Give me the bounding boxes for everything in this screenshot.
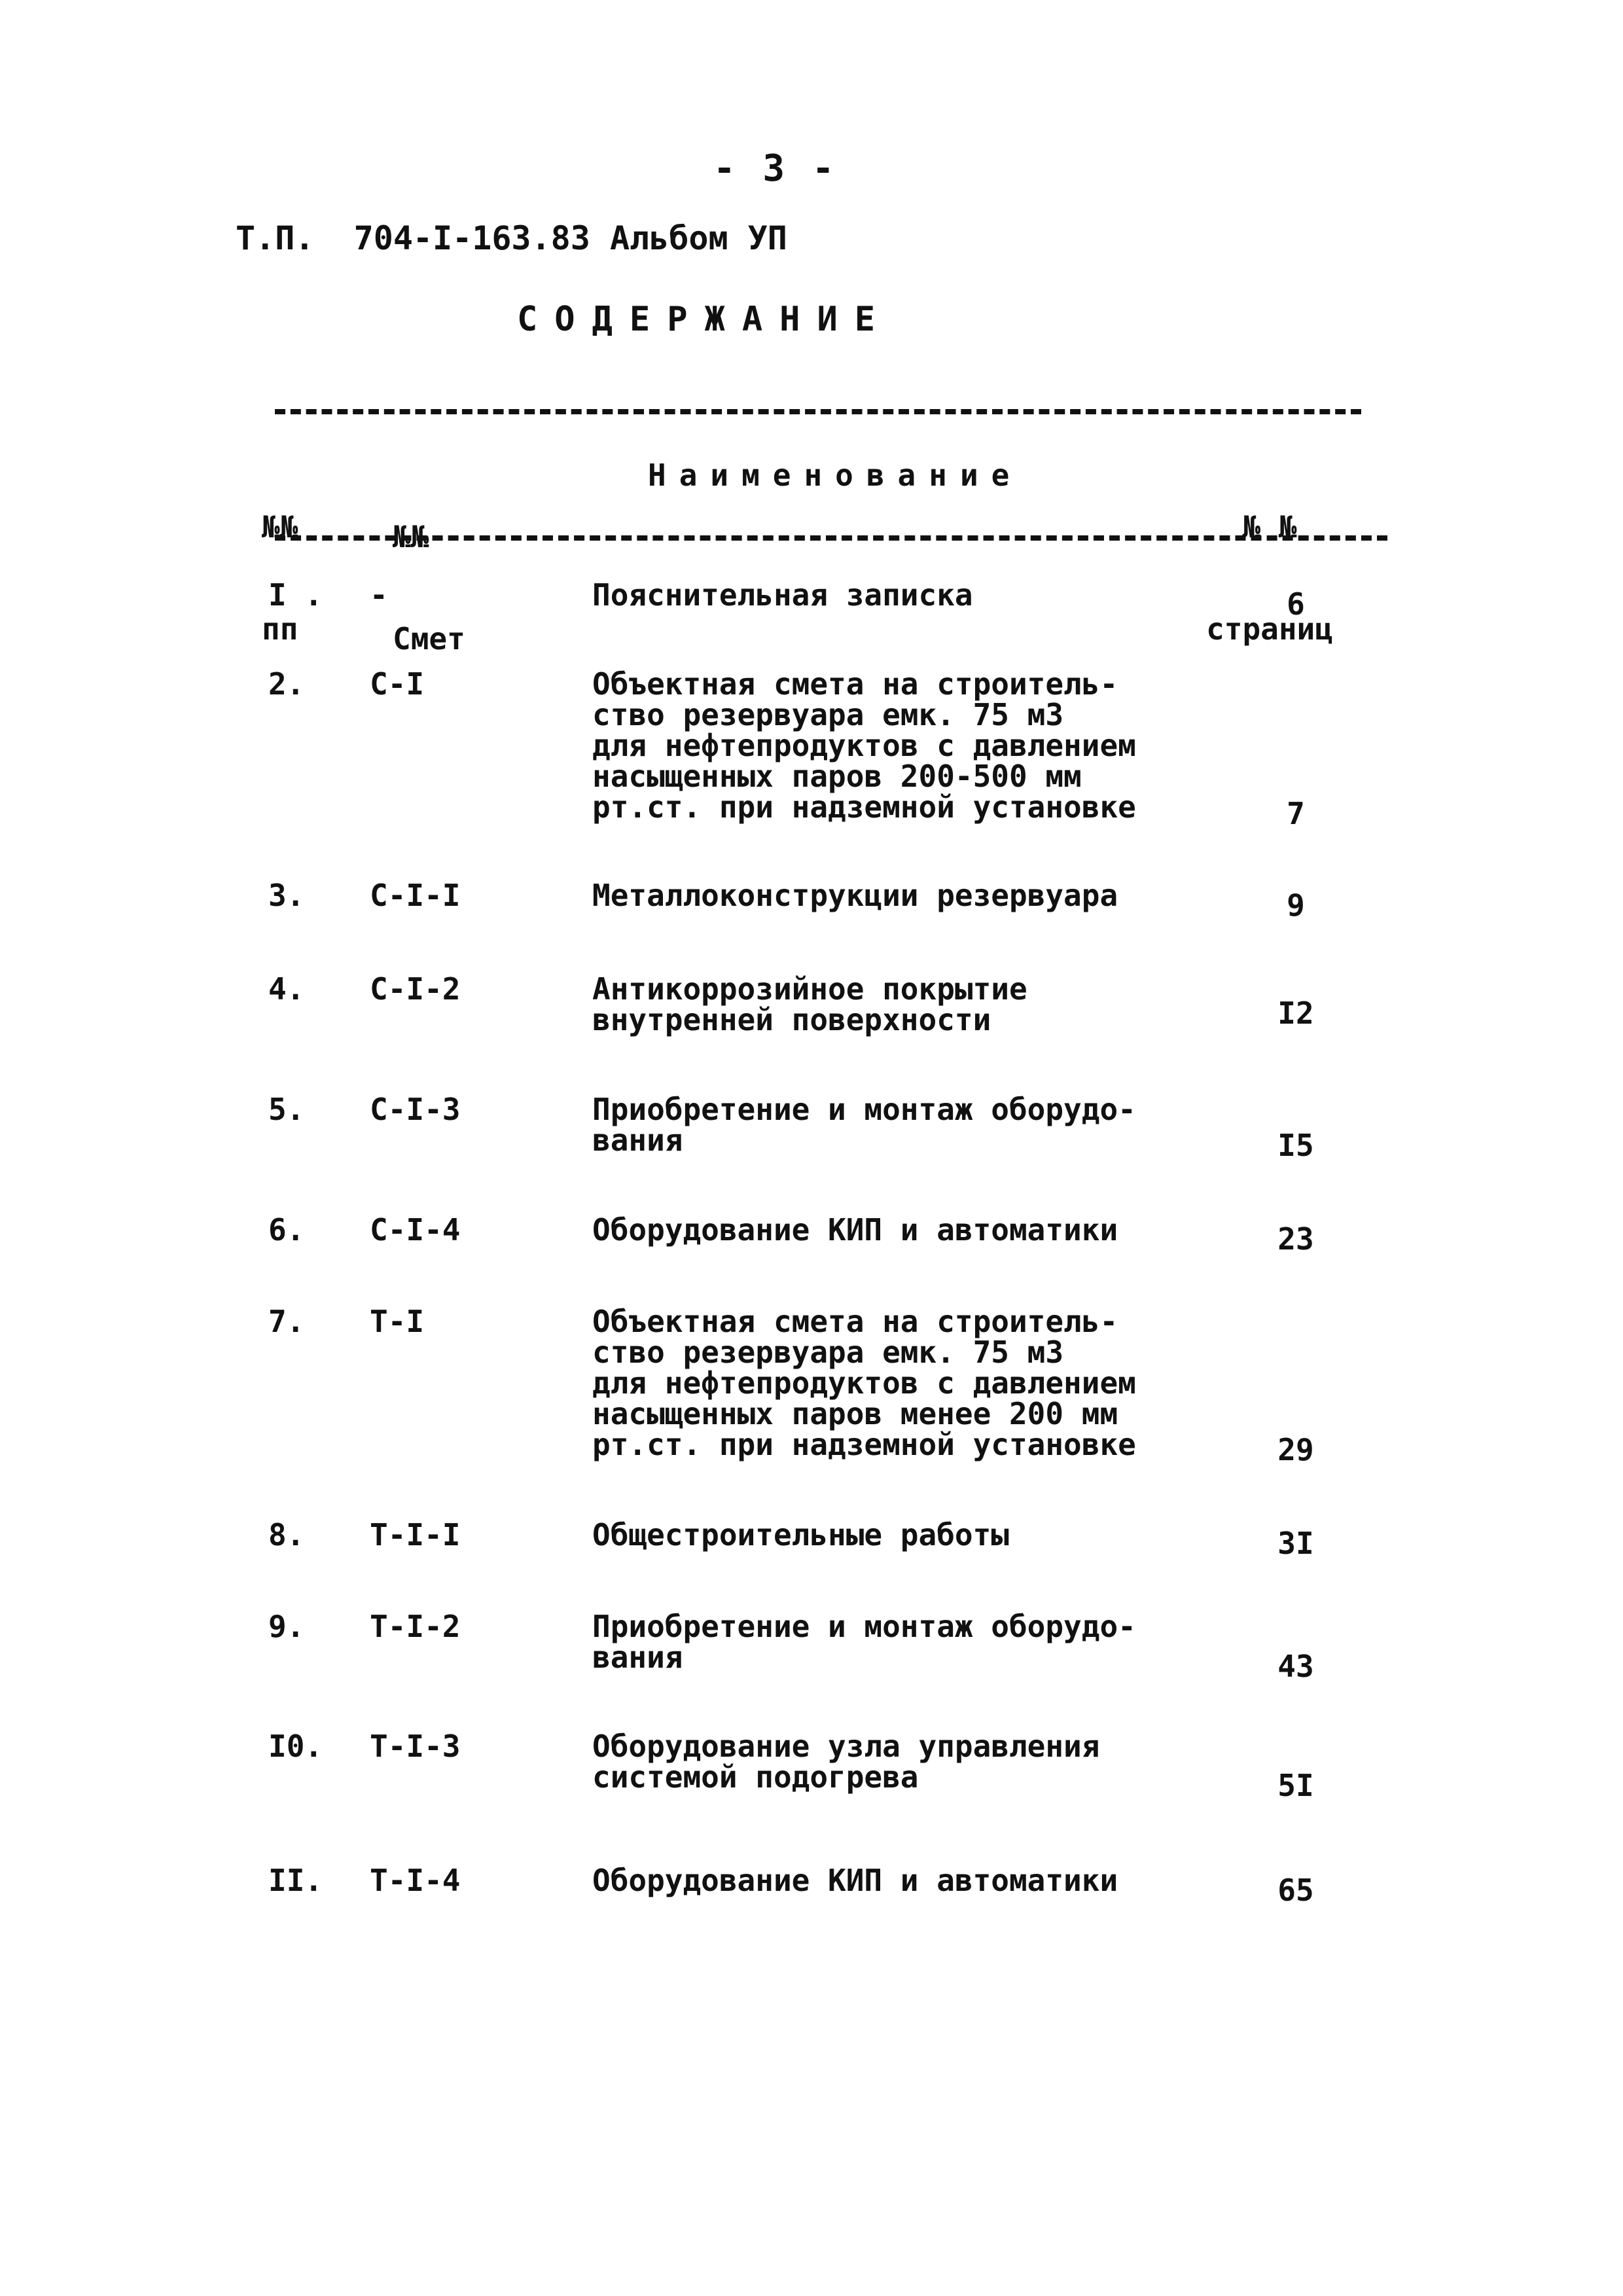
column-header-number-line2: пп <box>262 611 298 647</box>
row-8-name: Общестроительные работы <box>592 1517 1009 1552</box>
row-9-number: 9. <box>268 1609 305 1644</box>
column-header-pages-line1: № № <box>1242 509 1297 545</box>
row-6-number: 6. <box>268 1212 305 1247</box>
row-1-page: 6 <box>1287 586 1305 622</box>
document-title: СОДЕРЖАНИЕ <box>517 300 893 339</box>
row-4-smeta-code: С-I-2 <box>370 971 461 1007</box>
row-3-page: 9 <box>1287 888 1305 923</box>
row-1-number: I . <box>268 577 323 613</box>
row-5-smeta-code: С-I-3 <box>370 1092 461 1127</box>
row-3-number: 3. <box>268 878 305 913</box>
row-1-name: Пояснительная записка <box>592 577 973 613</box>
row-7-number: 7. <box>268 1304 305 1339</box>
row-8-page: 3I <box>1277 1526 1314 1561</box>
column-header-number <box>262 442 327 680</box>
row-5-page: I5 <box>1277 1128 1314 1163</box>
page-number: - 3 - <box>713 147 837 190</box>
column-header-number-line1: №№ <box>262 509 298 545</box>
row-3-smeta-code: С-I-I <box>370 878 461 913</box>
column-header-pages-line2: страниц <box>1206 611 1333 647</box>
row-10-smeta-code: Т-I-3 <box>370 1729 461 1764</box>
row-5-name: Приобретение и монтаж оборудо- вания <box>592 1092 1136 1158</box>
table-header-rule <box>275 535 1387 541</box>
row-4-number: 4. <box>268 971 305 1007</box>
table-top-rule <box>275 409 1361 414</box>
row-2-page: 7 <box>1287 796 1305 831</box>
row-4-page: I2 <box>1277 996 1314 1031</box>
row-1-smeta-code: - <box>370 577 388 613</box>
row-6-name: Оборудование КИП и автоматики <box>592 1212 1118 1247</box>
row-7-smeta-code: Т-I <box>370 1304 425 1339</box>
row-11-name: Оборудование КИП и автоматики <box>592 1863 1118 1898</box>
row-11-number: II. <box>268 1863 323 1898</box>
row-8-smeta-code: Т-I-I <box>370 1517 461 1552</box>
row-11-smeta-code: Т-I-4 <box>370 1863 461 1898</box>
row-9-smeta-code: Т-I-2 <box>370 1609 461 1644</box>
row-2-smeta-code: С-I <box>370 666 425 702</box>
row-8-number: 8. <box>268 1517 305 1552</box>
document-reference: Т.П. 704-I-163.83 Альбом УП <box>236 219 787 257</box>
row-10-number: I0. <box>268 1729 323 1764</box>
row-3-name: Металлоконструкции резервуара <box>592 878 1118 913</box>
column-header-pages <box>1191 442 1348 680</box>
row-2-name: Объектная смета на строитель- ство резервуара емк. 75 м3 для нефтепродуктов с давлением насыщенных паров 200-500 мм рт.ст. при надземной установке <box>592 666 1136 825</box>
row-9-page: 43 <box>1277 1649 1314 1684</box>
row-10-page: 5I <box>1277 1768 1314 1803</box>
row-7-page: 29 <box>1277 1432 1314 1467</box>
row-6-page: 23 <box>1277 1221 1314 1257</box>
row-2-number: 2. <box>268 666 305 702</box>
column-header-smeta <box>393 452 524 690</box>
column-header-smeta-line1: №№ <box>393 519 429 554</box>
row-11-page: 65 <box>1277 1873 1314 1908</box>
row-5-number: 5. <box>268 1092 305 1127</box>
row-7-name: Объектная смета на строитель- ство резервуара емк. 75 м3 для нефтепродуктов с давлением насыщенных паров менее 200 мм рт.ст. при надземной установке <box>592 1304 1136 1462</box>
row-9-name: Приобретение и монтаж оборудо- вания <box>592 1609 1136 1675</box>
row-10-name: Оборудование узла управления системой подогрева <box>592 1729 1100 1795</box>
row-4-name: Антикоррозийное покрытие внутренней поверхности <box>592 971 1027 1037</box>
column-header-name: Наименование <box>648 457 1023 493</box>
row-6-smeta-code: С-I-4 <box>370 1212 461 1247</box>
column-header-smeta-line2: Смет <box>393 621 465 656</box>
